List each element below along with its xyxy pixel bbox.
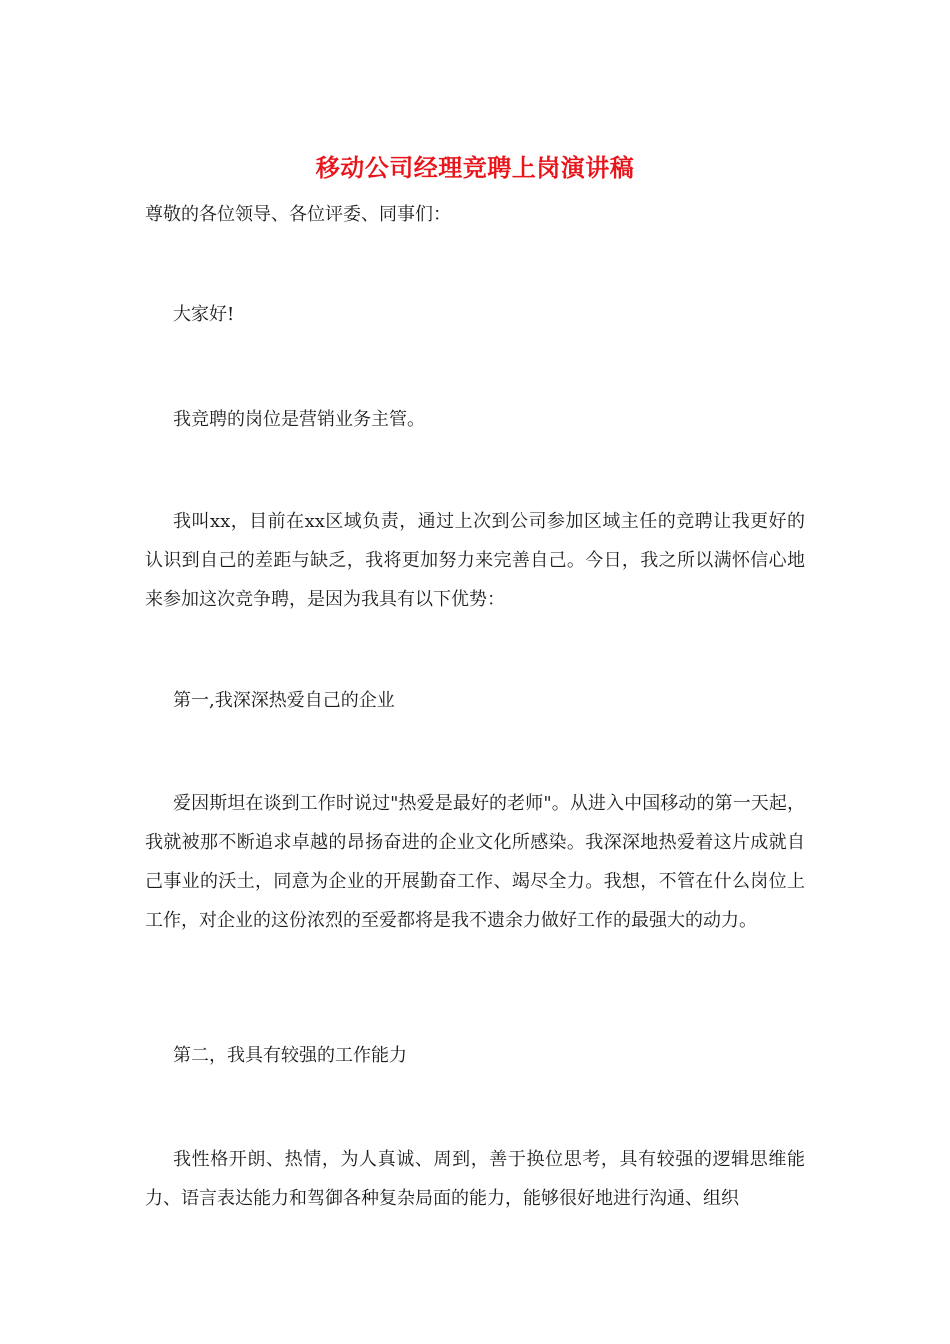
paragraph-position: 我竞聘的岗位是营销业务主管。 [173, 409, 425, 430]
paragraph-introduction: 我叫xx，目前在xx区域负责，通过上次到公司参加区域主任的竞聘让我更好的认识到自己的差距与缺乏，我将更加努力来完善自己。今日，我之所以满怀信心地来参加这次竞争聘，是因为我具有以下优势： [145, 511, 805, 610]
paragraph-point-two-body: 我性格开朗、热情，为人真诚、周到，善于换位思考，具有较强的逻辑思维能力、语言表达能力和驾御各种复杂局面的能力，能够很好地进行沟通、组织 [145, 1149, 805, 1209]
paragraph-greeting: 大家好! [173, 304, 235, 325]
salutation: 尊敬的各位领导、各位评委、同事们： [145, 204, 451, 225]
paragraph-point-two-heading: 第二，我具有较强的工作能力 [173, 1045, 407, 1066]
paragraph-point-one-heading: 第一,我深深热爱自己的企业 [173, 690, 395, 711]
paragraph-point-one-body: 爱因斯坦在谈到工作时说过"热爱是最好的老师"。从进入中国移动的第一天起，我就被那不断追求卓越的昂扬奋进的企业文化所感染。我深深地热爱着这片成就自己事业的沃土，同意为企业的开展勤奋工作、竭尽全力。我想，不管在什么岗位上工作，对企业的这份浓烈的至爱都将是我不遗余力做好工作的最强大的动力。 [145, 793, 805, 931]
document-title: 移动公司经理竞聘上岗演讲稿 [315, 153, 635, 182]
